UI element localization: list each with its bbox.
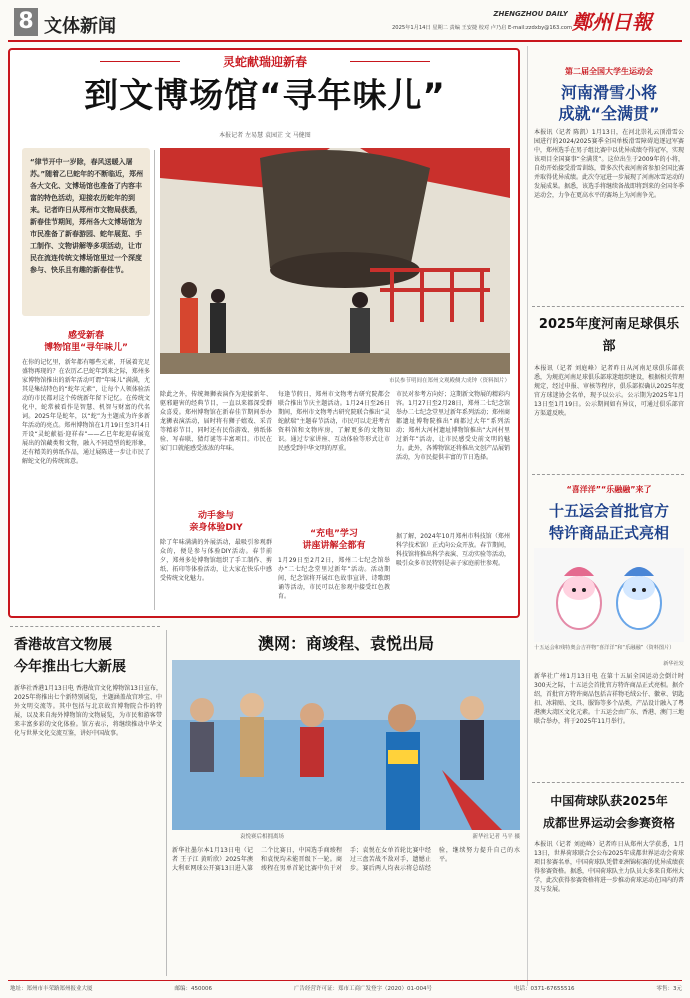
page-number: 8	[14, 8, 38, 36]
lead-col-2: 除此之外，传统舞狮表演作为迎接新年、驱邪避害的经典节目，一直以来都深受群众喜爱。郑州博物馆在新春佳节期间举办龙狮表演活动，届时将有狮子嬉戏、采青等精彩节目，同时还有民俗游戏、剪纸体验、写春联、猜灯谜等丰富项目。市民在家门口就能感受浓浓的年味。	[160, 391, 272, 452]
footer-post: 邮编：450006	[174, 986, 213, 992]
football-headline: 2025年度河南足球俱乐部	[538, 317, 680, 354]
games-body: 新华社广州1月13日电 在第十五届全国运动会倒计时300天之际，十五运会首批官方特许商品正式亮相。据介绍，首批官方特许商品包括吉祥物毛绒公仔、徽章、钥匙扣、冰箱贴、文具、服饰等多个品类，产品设计融入了粤港澳大湾区文化元素。十五运会由广东、香港、澳门三地联合举办，将于2025年11月举行。	[534, 673, 684, 725]
lead-col-2b: 除了年味满满的外展活动，最吸引参观群众的，便是参与体验DIY活动。春节前夕，郑州多处博物馆组织了手工制作、剪纸、拓印等体验活动，让大家在快乐中感受传统文化魅力。	[160, 539, 272, 582]
tennis-caption: 袁悦赛后相拥离场	[239, 834, 284, 840]
korfball-headline: 中国荷球队获2025年 成都世界运动会参赛资格	[542, 794, 675, 830]
col-divider	[166, 630, 167, 976]
divider	[10, 626, 160, 627]
divider	[532, 306, 684, 307]
tennis-body: 新华社墨尔本1月13日电（记者 王子江 黄昕欣）2025年澳大利亚网球公开赛13日进入第二个比赛日，中国选手商竣程和袁悦均未能晋级下一轮。商竣程在男单首轮比赛中负于对手；袁悦在女单首轮比赛中经过三盘苦战不敌对手，遗憾止步。赛后两人均表示将总结经验，继续努力提升自己的水平。	[172, 847, 520, 872]
subhead-feel-new-year: 感受新春 博物馆里“寻年味儿”	[44, 331, 128, 353]
tennis-photo	[172, 660, 520, 830]
lead-col-3: 每逢节假日，郑州市文物考古研究院都会联合推出节庆主题活动。1月24日至26日期间，郑州市文物考古研究院联合推出“灵蛇献瑞”主题春节活动，市民可以走进考古资料馆和文物库房，了解更多的文物知识。通过专家讲座、互动体验等形式让市民感受到中华文明的厚重。	[278, 391, 390, 452]
tennis-credit: 新华社记者 马平 摄	[472, 834, 520, 840]
lead-photo	[160, 148, 510, 374]
football-body: 本报讯（记者 刘庭峰）记者昨日从河南足球俱乐部获悉，为规范河南足球俱乐部球迷组织建设，根据相关管理规定，经过申报、审核等程序，俱乐部拟确认2025年度官方球迷协会名单，现予以公示。公示期为2025年1月13日至1月19日。公示期间如有异议，可通过俱乐部官方渠道反映。	[534, 365, 684, 417]
footer-license: 广告经营许可证：郑市工商广发登字（2020）01-004号	[294, 986, 432, 992]
paper-en: ZHENGZHOU DAILY	[493, 10, 568, 18]
museum-headline: 香港故宫文物展 今年推出七大新展	[14, 637, 126, 675]
section-title: 文体新闻	[44, 16, 116, 37]
lead-headline: 到文博场馆“寻年味儿”	[84, 76, 446, 116]
paper-logo: 鄭州日報	[572, 10, 652, 32]
date-line: 2025年1月14日 星期二 责编 王安捷 校对 卢乃启 E-mail:zzdxby@163.com	[392, 25, 572, 31]
ski-headline: 河南滑雪小将 成就“全满贯”	[558, 83, 660, 123]
games-headline: 十五运会首批官方 特许商品正式亮相	[548, 502, 669, 542]
mascot-photo	[534, 548, 684, 642]
mascot-caption: 十五运会和残特奥会吉祥物“喜洋洋”和“乐融融”（资料图片）	[534, 645, 675, 651]
divider	[532, 474, 684, 475]
bell-pavilion-illustration	[160, 148, 510, 374]
ski-body: 本报讯（记者 陈凯）1月13日，在河北崇礼云顶滑雪公园进行的2024/2025赛季全国单板滑雪障碍追逐冠军赛中，郑州选手在男子组比赛中以优异成绩夺得冠军，实现该项目全国赛事“全满贯”。这位出生于2009年的小将，自幼开始接受滑雪训练，曾多次代表河南省参加全国比赛并取得优异成绩。此次夺冠进一步展现了河南冰雪运动的发展成果。据悉，该选手将继续备战即将到来的全国冬季运动会，力争在更高水平的赛场上为河南争光。	[534, 129, 684, 199]
lead-col-4b: 据了解，2024年10月郑州市科技馆（郑州科学技术馆）正式向公众开放。春节期间，科技馆将推出科学表演、互动实验等活动，吸引众多市民特别是亲子家庭前往参观。	[396, 533, 510, 567]
lead-byline: 本报记者 左易慧 袁园芷 文 马健图	[219, 132, 311, 139]
tennis-crowd-illustration	[172, 660, 520, 830]
lead-col-4: 市民对参考方向好；这期新文物展的精彩内容。1月27日至2月28日，郑州二七纪念馆举办二七纪念堂里过新年系列活动；郑州商都遗址博物院推出“商都过大年”系列活动；郑州大河村遗址博物馆推出“大河村里过新年”活动，让市民感受史前文明的魅力。此外，各博物馆还将推出文创产品展销活动，为市民提供丰富的节日选择。	[396, 391, 510, 461]
right-col-divider	[527, 46, 528, 986]
lead-summary: “律节开中一岁除，春风送暖入屠苏。”随着乙巳蛇年的不断临近，郑州各大文化、文博场馆也准备了内容丰富的特色活动，迎接农历蛇年的到来。记者昨日从郑州市文物局获悉，新春佳节期间，郑州各大文博场馆为市民准备了新春游园、蛇年展览、手工制作、文物讲解等多项活动，让市民在流连传统文博场馆里过一个深度参与、快乐且有趣的新春佳节。	[30, 158, 144, 274]
mascot-credit: 新华社发	[663, 661, 684, 667]
subhead-diy: 动手参与 亲身体验DIY	[189, 511, 243, 533]
footer-tel: 电话：0371-67655516	[514, 986, 575, 992]
lead-kicker: 灵蛇献瑞迎新春	[180, 54, 350, 70]
lead-photo-caption: 市民参节明间在郑州文观殿侧大成钟（资料图片）	[388, 378, 510, 384]
games-kicker: “喜洋洋”“乐融融”来了	[566, 485, 652, 494]
footer-price: 零售：3元	[656, 986, 682, 992]
footer-rule	[8, 980, 682, 981]
masthead-rule	[8, 40, 682, 42]
mascot-illustration	[534, 548, 684, 642]
divider	[532, 782, 684, 783]
footer-address: 地址：郑州市丰荣路郑州报业大厦	[10, 986, 93, 992]
korfball-body: 本报讯（记者 刘庭峰）记者昨日从郑州大学获悉，1月13日，世界荷球联合会公布2025年成都世界运动会荷球项目参赛名单，中国荷球队凭借亚洲锦标赛的优异成绩获得参赛资格。据悉，中国荷球队主力队员大多来自郑州大学，此次获得参赛资格将进一步推动荷球运动在国内的普及与发展。	[534, 841, 684, 893]
lead-col-1: 在你的记忆里，新年都有哪些元素，开展着充足盛物再现的？在农历乙巳蛇年到来之际，郑州多家博物馆推出的新年活动可谓“年味儿”满满，尤其是集结特色的“蛇年元素”，让每个人领体验活动的市民都对这个传统新年留下记忆。在传统文化中，蛇常被看作是智慧、机智与财富的代名词。2025年是蛇年，以“蛇”为主题成为许多新年活动的亮点。郑州博物馆在1月19日至3月4日开设“灵蛇献福·迎祥春”——乙巳年蛇迎春展览展出的馆藏类和文物，融入不同造型的蛇形象，还有精美的剪纸作品，通过展陈进一步让市民了解蛇文化的传统寓意。	[22, 359, 150, 465]
footer	[10, 984, 682, 994]
lead-col-3b: 1月29日至2月2日，郑州二七纪念馆举办“二七纪念堂里过新年”活动。活动期间，纪念馆将开展红色故事宣讲、诗歌朗诵等活动，市民可以在参观中接受红色教育。	[278, 557, 390, 600]
tennis-headline: 澳网：商竣程、袁悦出局	[257, 634, 434, 653]
ski-kicker: 第二届全国大学生运动会	[565, 67, 653, 76]
col-divider	[154, 150, 155, 610]
subhead-lecture: “充电”学习 讲座讲解全都有	[302, 529, 366, 551]
museum-body: 新华社香港1月13日电 香港故宫文化博物馆13日宣布，2025年将推出七个新特别展览，主题涵盖故宫珍宝、中外文明交流等。其中包括与北京故宫博物院合作的特展，以及来自海外博物馆的文物展览，为市民和游客带来丰富多彩的文化体验。馆方表示，将继续推动中华文化与世界文化交流互鉴，讲好中国故事。	[14, 685, 162, 737]
